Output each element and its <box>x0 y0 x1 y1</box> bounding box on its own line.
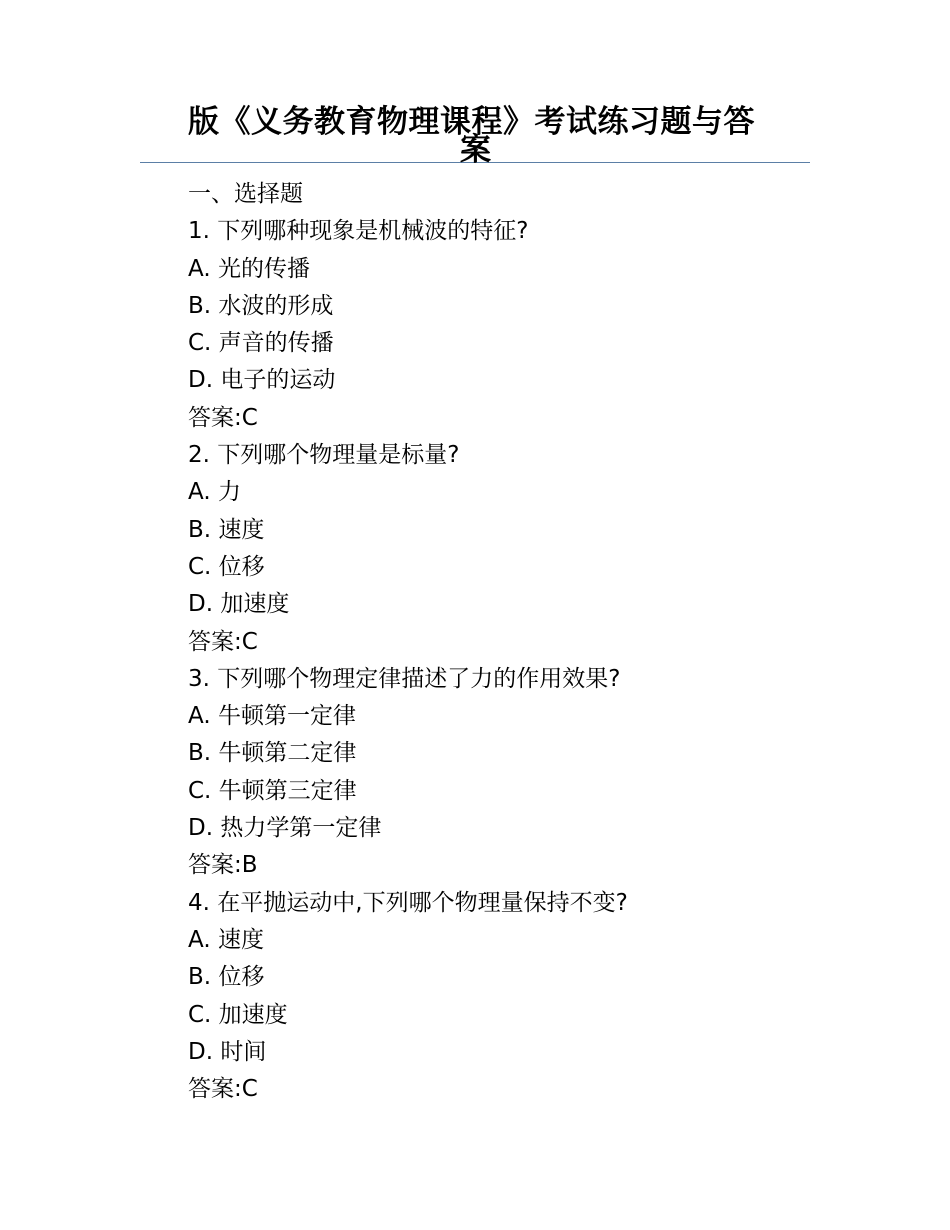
option-a: A. 力 <box>188 479 241 506</box>
option-d: D. 电子的运动 <box>188 367 336 394</box>
question-stem: 2. 下列哪个物理量是标量? <box>188 442 460 469</box>
option-c: C. 加速度 <box>188 1001 288 1028</box>
document-content <box>188 176 828 1108</box>
option-a: A. 牛顿第一定律 <box>188 703 356 730</box>
option-b: B. 速度 <box>188 516 265 543</box>
question-stem: 3. 下列哪个物理定律描述了力的作用效果? <box>188 665 621 692</box>
option-b: B. 水波的形成 <box>188 292 334 319</box>
option-d: D. 加速度 <box>188 591 290 618</box>
answer-line: 答案:C <box>188 404 258 431</box>
option-d: D. 热力学第一定律 <box>188 815 382 842</box>
option-c: C. 牛顿第三定律 <box>188 777 357 804</box>
question-stem: 1. 下列哪种现象是机械波的特征? <box>188 218 529 245</box>
option-a: A. 速度 <box>188 926 264 953</box>
option-c: C. 位移 <box>188 553 265 580</box>
document-title: 版《义务教育物理课程》考试练习题与答 <box>188 104 755 140</box>
document-title-wrap: 案 <box>460 132 491 168</box>
option-c: C. 声音的传播 <box>188 330 334 357</box>
title-block <box>140 100 810 168</box>
option-b: B. 牛顿第二定律 <box>188 740 357 767</box>
answer-line: 答案:C <box>188 1076 258 1103</box>
answer-line: 答案:C <box>188 628 258 655</box>
option-a: A. 光的传播 <box>188 255 310 282</box>
option-d: D. 时间 <box>188 1038 267 1065</box>
question-stem: 4. 在平抛运动中,下列哪个物理量保持不变? <box>188 889 628 916</box>
option-b: B. 位移 <box>188 964 265 991</box>
section-heading: 一、选择题 <box>188 181 303 207</box>
answer-line: 答案:B <box>188 852 258 879</box>
